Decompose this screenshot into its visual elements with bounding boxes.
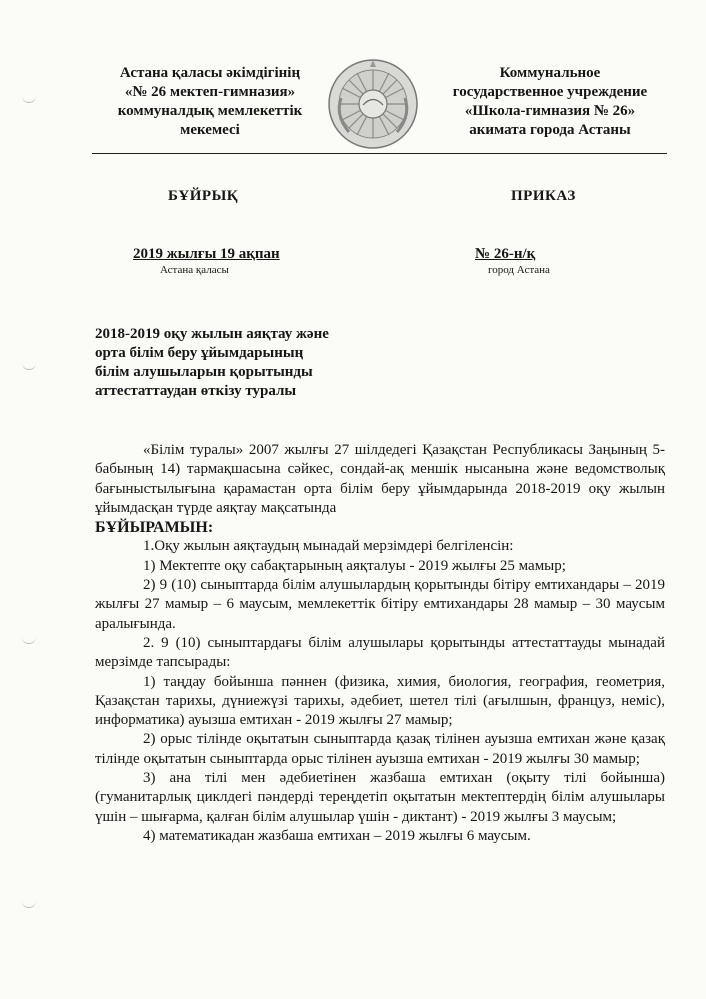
org-kz-line: Астана қаласы әкімдігінің [119,65,301,81]
document-type-ru: ПРИКАЗ [511,188,576,204]
clause-paragraph: 2) орыс тілінде оқытатын сыныптарда қазақ тілінен ауызша емтихан және қазақ тілінде оқытатын сыныптарда орыс тілінен ауызша емтихан - 2019 жылғы 30 мамыр; [95,731,665,767]
org-ru-line: акимата города Астаны [469,122,631,138]
org-kz-line: коммуналдық мемлекеттік [117,103,303,119]
document-date: 2019 жылғы 19 ақпан [133,246,280,262]
city-kz: Астана қаласы [160,264,229,276]
header-divider [92,153,667,154]
title-line: білім алушыларын қорытынды [95,364,313,380]
document-title [95,325,425,401]
letterhead [0,58,706,158]
document-number: № 26-н/қ [475,246,536,262]
org-kz-line: мекемесі [180,122,240,138]
org-ru-line: Коммунальное [499,65,601,81]
organization-name-kz [92,64,328,140]
clause-paragraph: 1.Оқу жылын аяқтаудың мынадай мерзімдері белгіленсін: [143,538,514,555]
order-command: БҰЙЫРАМЫН: [95,519,214,537]
clause-paragraph: 2) 9 (10) сыныптарда білім алушылардың қорытынды бітіру емтихандары – 2019 жылғы 27 мамыр – 6 маусым, мемлекеттік бітіру емтихандары 28 мамыр – 30 маусым аралығында. [95,577,665,632]
title-line: аттестаттаудан өткізу туралы [95,383,297,399]
clause-paragraph: 3) ана тілі мен әдебиетінен жазбаша емтихан (оқыту тілі бойынша) (гуманитарлық циклдегі пәндерді тереңдетіп оқытатын мектептердің білім алушылары үшін – шығарма, қалған білім алушылар үшін - диктант) - 2019 жылғы 3 маусым; [95,770,665,825]
title-line: 2018-2019 оқу жылын аяқтау және [95,326,329,342]
org-ru-line: «Школа-гимназия № 26» [464,103,636,119]
clause-paragraph: 1) Мектепте оқу сабақтарының аяқталуы - 2019 жылғы 25 мамыр; [143,557,566,574]
document-body [95,441,665,846]
org-ru-line: государственное учреждение [452,84,648,100]
organization-name-ru [430,64,670,140]
city-ru: город Астана [488,264,550,276]
title-line: орта білім беру ұйымдарының [95,345,304,361]
preamble-paragraph: «Білім туралы» 2007 жылғы 27 шілдедегі Қазақстан Республикасы Заңының 5-бабының 14) тармақшасына сәйкес, сондай-ақ меншік нысанына және ведомстволық бағыныстылығына қарамастан орта білім беру ұйымдарында 2018-2019 оқу жылын ұйымдасқан түрде аяқтау мақсатында [95,442,665,516]
clause-paragraph: 1) таңдау бойынша пәннен (физика, химия, биология, география, геометрия, Қазақстан тарихы, дүниежүзі тарихы, әдебиет, шетел тілі (ағылшын, француз, неміс), информатика) ауызша емтихан - 2019 жылғы 27 мамыр; [95,673,665,729]
clause-paragraph: 2. 9 (10) сыныптардағы білім алушылары қорытынды аттестаттауды мынадай мерзімде тапсырады: [95,634,665,671]
org-kz-line: «№ 26 мектеп-гимназия» [124,84,296,100]
clause-paragraph: 4) математикадан жазбаша емтихан – 2019 жылғы 6 маусым. [143,827,531,844]
document-type-kz: БҰЙРЫҚ [168,188,239,204]
kazakhstan-state-emblem-icon [327,58,419,150]
